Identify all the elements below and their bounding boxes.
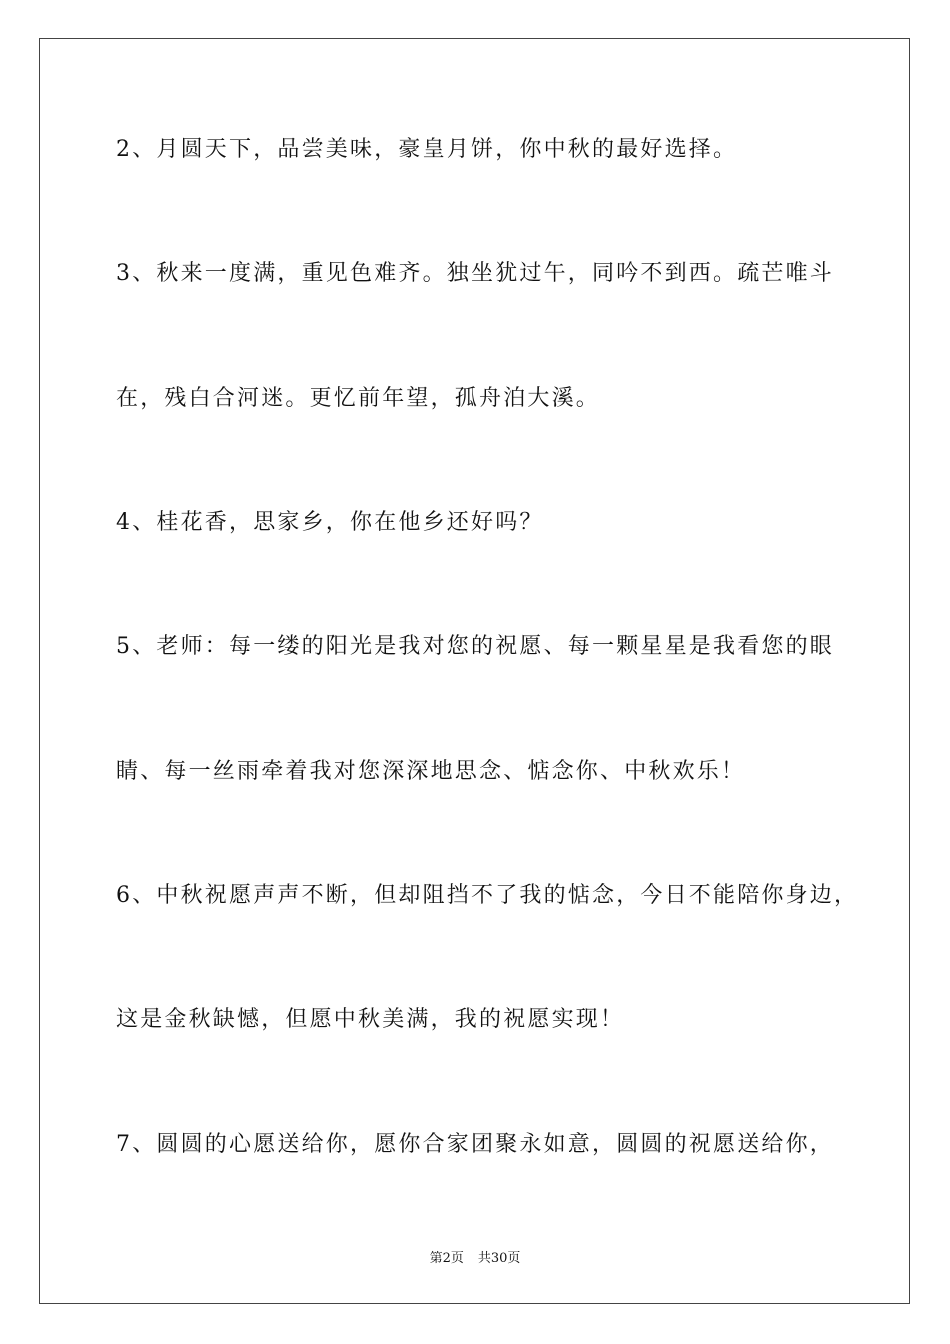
page-total: 共30页 xyxy=(477,1251,521,1266)
page-footer xyxy=(0,1247,950,1266)
page-border xyxy=(39,38,910,1304)
text-line-1: 2、月圆天下，品尝美味，豪皇月饼，你中秋的最好选择。 xyxy=(116,137,738,162)
text-line-9: 7、圆圆的心愿送给你，愿你合家团聚永如意，圆圆的祝愿送给你， xyxy=(116,1132,834,1157)
text-line-7: 6、中秋祝愿声声不断，但却阻挡不了我的惦念，今日不能陪你身边， xyxy=(116,883,859,908)
text-line-6: 睛、每一丝雨牵着我对您深深地思念、惦念你、中秋欢乐！ xyxy=(116,759,746,784)
text-line-2: 3、秋来一度满，重见色难齐。独坐犹过午，同吟不到西。疏芒唯斗 xyxy=(116,261,834,286)
text-line-3: 在，残白合河迷。更忆前年望，孤舟泊大溪。 xyxy=(116,386,601,411)
page-number: 第2页 xyxy=(429,1251,464,1266)
text-line-5: 5、老师：每一缕的阳光是我对您的祝愿、每一颗星星是我看您的眼 xyxy=(116,634,834,659)
text-line-4: 4、桂花香，思家乡，你在他乡还好吗？ xyxy=(116,510,544,535)
text-line-8: 这是金秋缺憾，但愿中秋美满，我的祝愿实现！ xyxy=(116,1007,625,1032)
